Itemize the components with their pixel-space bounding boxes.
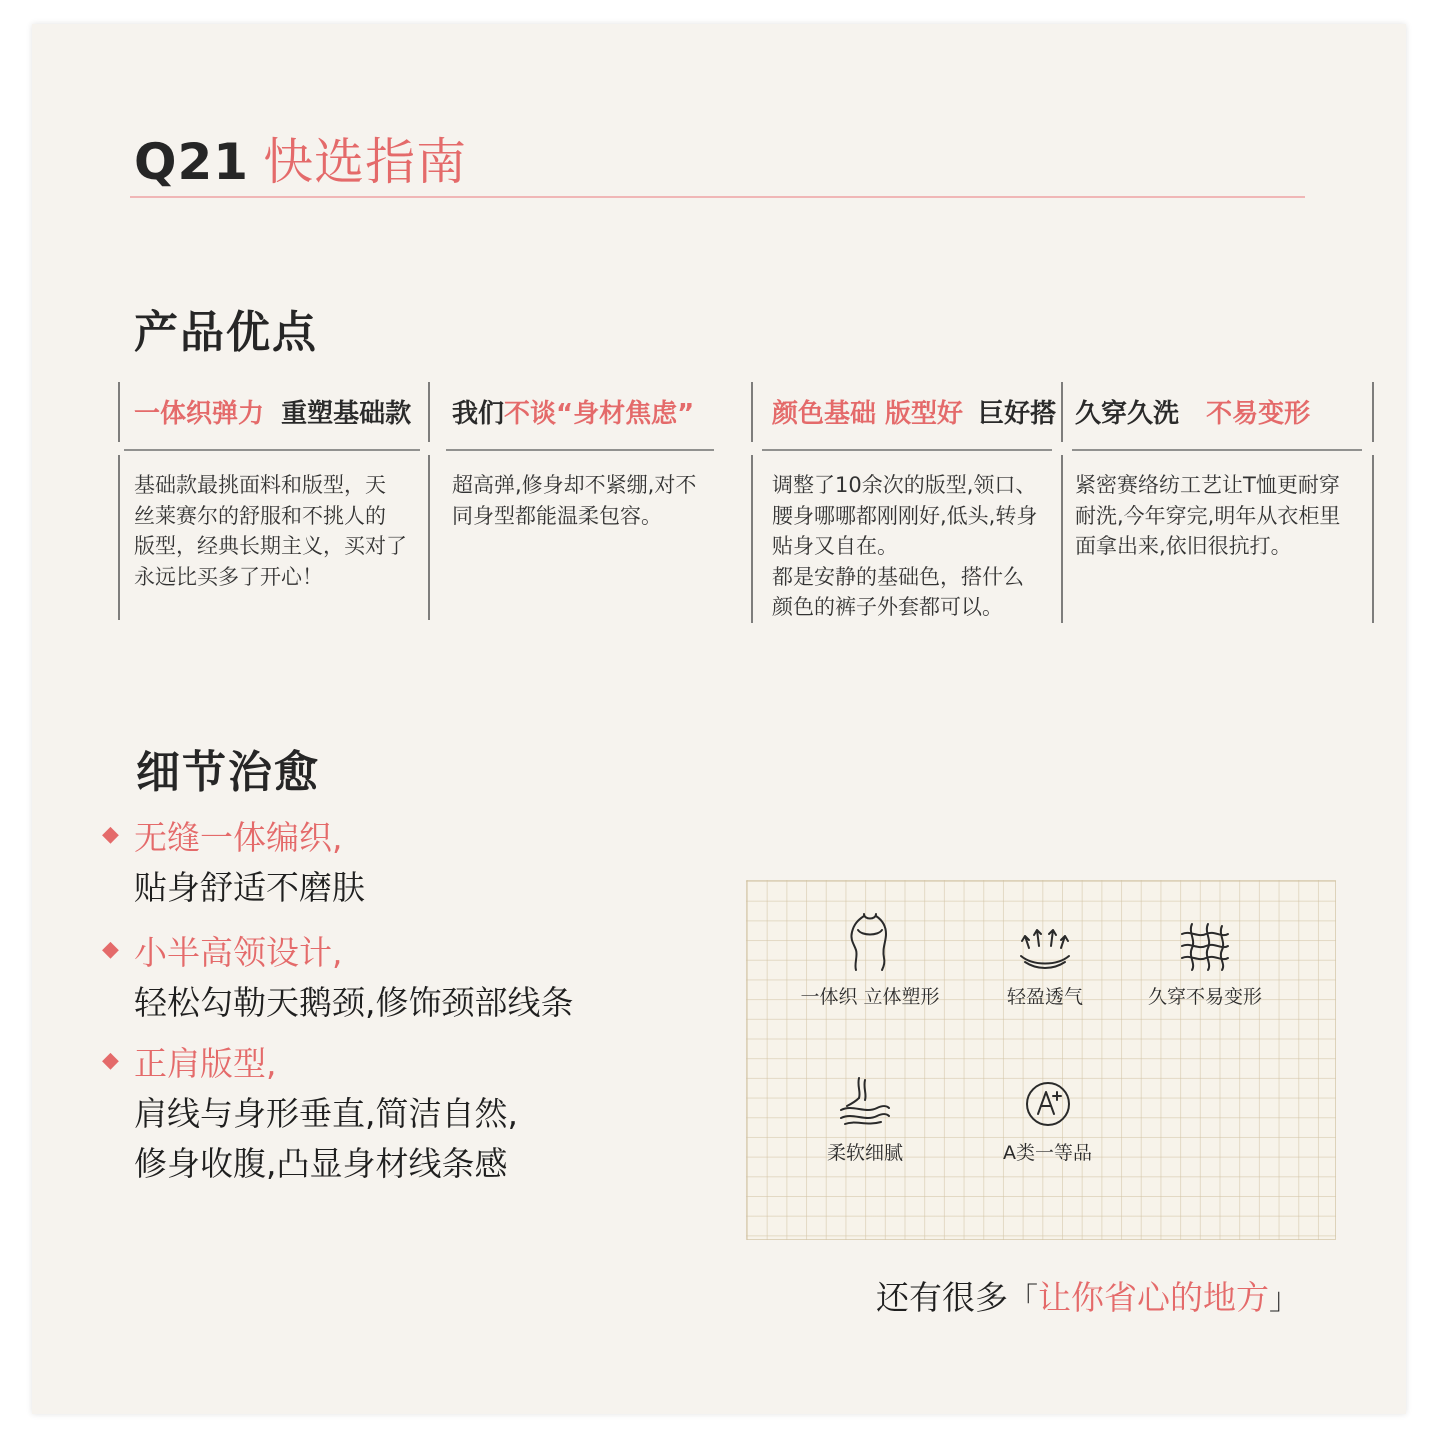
guide-title: 快选指南 <box>263 133 468 191</box>
detail-highlight: 小半高领设计, <box>134 933 343 972</box>
feature-item: A类一等品 <box>980 1080 1115 1165</box>
feature-item: 一体织 立体塑形 <box>780 910 960 1009</box>
column-divider <box>118 455 120 620</box>
product-code: Q21 <box>134 133 250 191</box>
feature-item: 柔软细腻 <box>800 1074 930 1165</box>
detail-text: 修身收腹,凸显身材线条感 <box>134 1144 508 1183</box>
column-divider <box>1061 455 1063 623</box>
column-rule <box>446 449 714 451</box>
bullet-icon: ◆ <box>102 937 119 962</box>
advantages-title: 产品优点 <box>134 307 318 358</box>
advantage-heading: 我们不谈“身材焦虑” <box>452 399 695 429</box>
column-divider <box>1061 382 1063 442</box>
column-rule <box>124 449 420 451</box>
a-grade-badge-icon <box>980 1080 1115 1128</box>
detail-text: 肩线与身形垂直,简洁自然, <box>134 1094 518 1133</box>
advantage-description: 超高弹,修身却不紧绷,对不 同身型都能温柔包容。 <box>452 473 697 528</box>
body-shape-icon <box>780 910 960 972</box>
column-divider <box>751 455 753 623</box>
column-divider <box>1372 455 1374 623</box>
advantage-heading: 久穿久洗 不易变形 <box>1075 399 1311 429</box>
bullet-icon: ◆ <box>102 1048 119 1073</box>
detail-highlight: 正肩版型, <box>134 1044 277 1083</box>
column-divider <box>751 382 753 442</box>
close-bracket: 」 <box>1269 1282 1299 1317</box>
advantage-description: 调整了10余次的版型,领口、 腰身哪哪都刚刚好,低头,转身 贴身又自在。 都是安静的基础色，搭什么 颜色的裤子外套都可以。 <box>772 473 1038 619</box>
column-divider <box>428 382 430 442</box>
column-rule <box>1072 449 1362 451</box>
open-bracket: 「 <box>1008 1282 1038 1317</box>
column-divider <box>118 382 120 442</box>
footer-note: 还有很多「让你省心的地方」 <box>876 1278 1299 1317</box>
footer-highlight: 让你省心的地方 <box>1038 1278 1269 1317</box>
advantage-heading: 颜色基础 版型好 巨好搭 <box>772 399 1057 429</box>
column-divider <box>428 455 430 620</box>
advantage-description: 基础款最挑面料和版型，天 丝莱赛尔的舒服和不挑人的 版型，经典长期主义，买对了 永远比买多了开心！ <box>134 473 407 589</box>
details-title: 细节治愈 <box>136 747 320 798</box>
column-divider <box>1372 382 1374 442</box>
fabric-weave-icon <box>1130 920 1280 972</box>
bullet-icon: ◆ <box>102 822 119 847</box>
column-rule <box>762 449 1052 451</box>
advantage-heading: 一体织弹力 重塑基础款 <box>134 399 412 429</box>
feature-item: 轻盈透气 <box>980 922 1110 1009</box>
page-title <box>134 122 467 194</box>
soft-touch-icon <box>800 1074 930 1128</box>
breathable-icon <box>980 922 1110 972</box>
feature-item: 久穿不易变形 <box>1130 920 1280 1009</box>
detail-text: 轻松勾勒天鹅颈,修饰颈部线条 <box>134 983 574 1022</box>
detail-text: 贴身舒适不磨肤 <box>134 868 365 907</box>
header-divider <box>130 196 1305 198</box>
advantage-description: 紧密赛络纺工艺让T恤更耐穿 耐洗,今年穿完,明年从衣柜里 面拿出来,依旧很抗打。 <box>1075 473 1341 558</box>
detail-highlight: 无缝一体编织, <box>134 818 343 857</box>
